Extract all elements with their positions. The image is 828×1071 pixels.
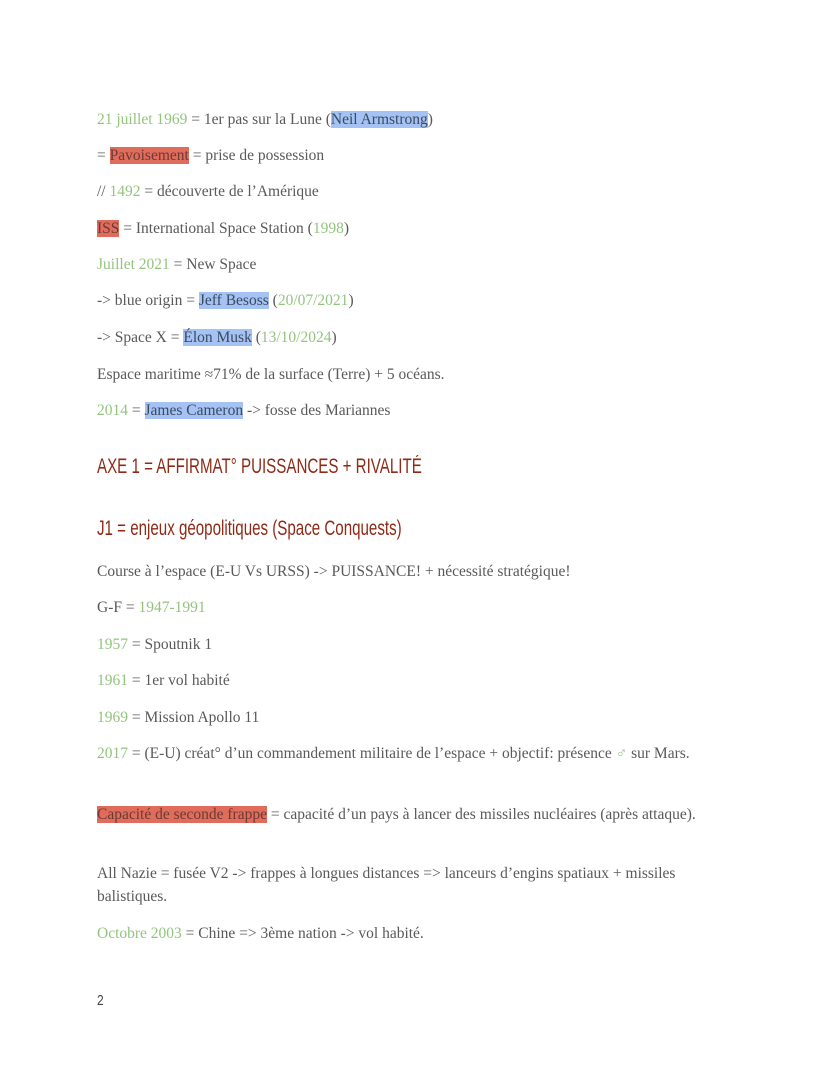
text-segment: ) [343, 220, 349, 237]
paragraph [97, 253, 722, 276]
paragraph [97, 108, 722, 131]
heading-subsection [97, 517, 402, 541]
date-text: Octobre 2003 [97, 925, 182, 942]
text-segment: -> Space X = [97, 329, 184, 346]
text-segment: All Nazie = fusée V2 -> frappes à longues distances => lanceurs d’engins spatiaux + missiles balistiques. [97, 865, 676, 905]
text-segment: = 1er vol habité [128, 672, 230, 689]
text-segment: = [128, 402, 145, 419]
text-segment: J1 = enjeux géopolitiques (Space Conquests) [97, 517, 402, 540]
date-text: 1492 [109, 183, 141, 200]
date-text: Juillet 2021 [97, 256, 170, 273]
paragraph [97, 217, 722, 240]
paragraph [97, 596, 722, 619]
date-text: 1947-1991 [138, 599, 206, 616]
heading-axis [97, 455, 422, 479]
paragraph [97, 922, 722, 945]
date-text: 13/10/2024 [260, 329, 332, 346]
text-segment: -> fosse des Mariannes [243, 402, 391, 419]
paragraph [97, 289, 722, 312]
paragraph [97, 742, 722, 765]
text-segment: ) [331, 329, 337, 346]
paragraph [97, 363, 722, 386]
text-segment: = International Space Station ( [119, 220, 313, 237]
highlighted-term: ISS [97, 220, 120, 237]
text-segment: = prise de possession [188, 147, 325, 164]
date-text: 1957 [97, 636, 128, 653]
text-segment: = Chine => 3ème nation -> vol habité. [181, 925, 424, 942]
paragraph [97, 633, 722, 656]
date-text: 20/07/2021 [277, 292, 349, 309]
text-segment: = découverte de l’Amérique [140, 183, 319, 200]
paragraph [97, 803, 722, 826]
text-segment: ) [348, 292, 354, 309]
highlighted-term: Jeff Besoss [198, 292, 269, 309]
date-text: 2014 [97, 402, 128, 419]
date-text: 1998 [312, 220, 344, 237]
text-segment: Course à l’espace (E-U Vs URSS) -> PUISSANCE! + nécessité stratégique! [97, 563, 571, 580]
text-segment: = Mission Apollo 11 [128, 709, 260, 726]
paragraph [97, 669, 722, 692]
paragraph [97, 862, 722, 908]
text-segment: = Spoutnik 1 [128, 636, 213, 653]
text-segment: = capacité d’un pays à lancer des missiles nucléaires (après attaque). [266, 806, 696, 823]
text-segment: = (E-U) créat° d’un commandement militaire de l’espace + objectif: présence [128, 745, 616, 762]
text-segment: -> blue origin = [97, 292, 199, 309]
text-segment: = [97, 147, 110, 164]
date-text: 1969 [97, 709, 128, 726]
highlighted-term: James Cameron [144, 402, 244, 419]
highlighted-term: Élon Musk [183, 329, 252, 346]
text-segment: sur Mars. [627, 745, 690, 762]
paragraph [97, 706, 722, 729]
date-text: ♂ [615, 745, 628, 762]
paragraph [97, 326, 722, 349]
paragraph [97, 180, 722, 203]
date-text: 2017 [97, 745, 128, 762]
text-segment: = New Space [169, 256, 257, 273]
text-segment: AXE 1 = AFFIRMAT° PUISSANCES + RIVALITÉ [97, 455, 422, 478]
text-segment: ) [427, 111, 433, 128]
text-segment: Espace maritime ≈71% de la surface (Terre) + 5 océans. [97, 366, 445, 383]
text-segment: G-F = [97, 599, 139, 616]
date-text: 21 juillet 1969 [97, 111, 188, 128]
text-segment: ( [268, 292, 278, 309]
highlighted-term: Neil Armstrong [330, 111, 428, 128]
text-segment: ( [251, 329, 261, 346]
text-segment: = 1er pas sur la Lune ( [187, 111, 331, 128]
page-number: 2 [97, 992, 104, 1009]
paragraph [97, 144, 722, 167]
paragraph [97, 560, 722, 583]
highlighted-term: Capacité de seconde frappe [97, 806, 267, 823]
date-text: 1961 [97, 672, 128, 689]
paragraph [97, 399, 722, 422]
highlighted-term: Pavoisement [109, 147, 189, 164]
text-segment: // [97, 183, 110, 200]
